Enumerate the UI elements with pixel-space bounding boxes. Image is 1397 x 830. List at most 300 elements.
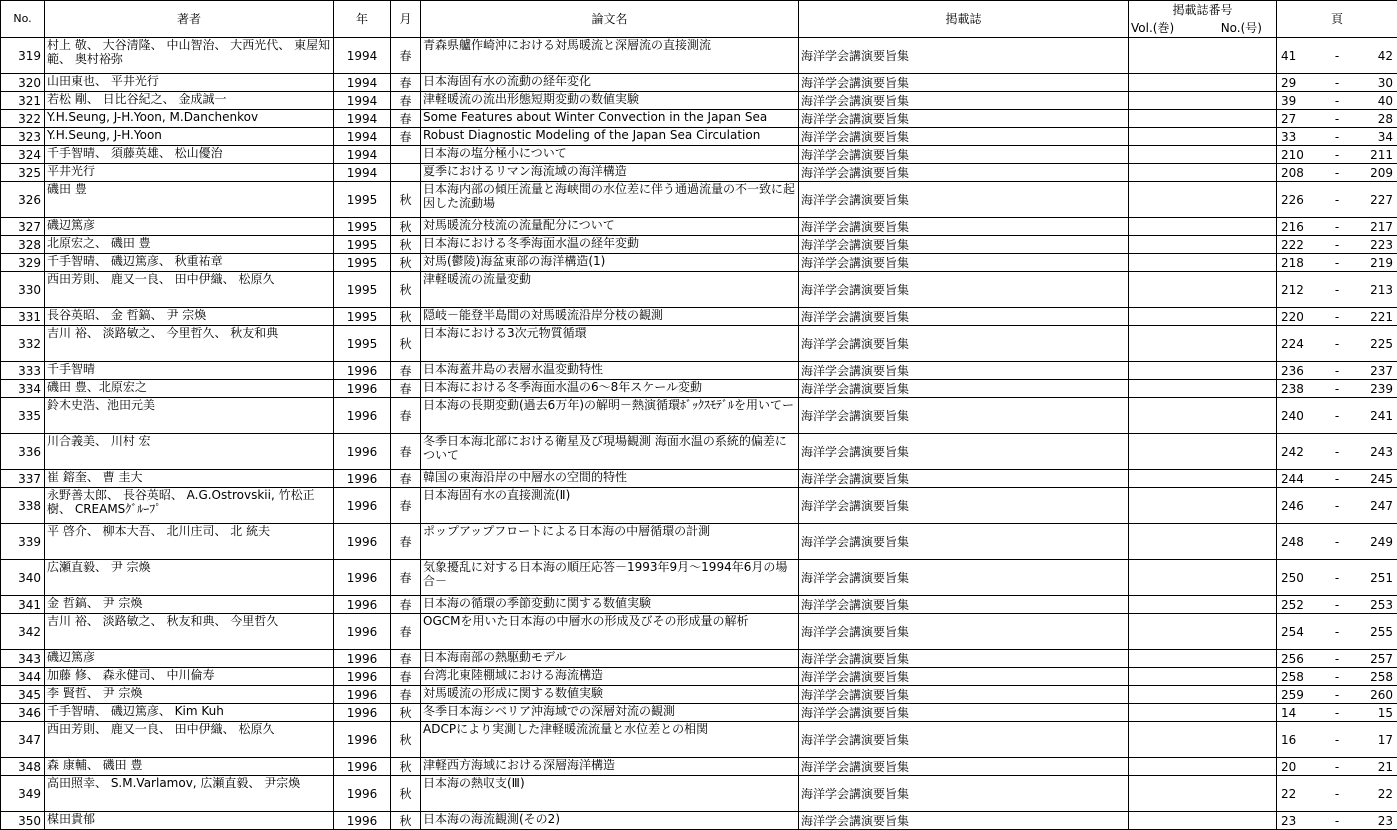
row-pages[interactable] (1277, 488, 1397, 524)
row-no[interactable]: 322 (1, 110, 45, 128)
row-journal[interactable]: 海洋学会講演要旨集 (799, 650, 1129, 668)
row-journal[interactable]: 海洋学会講演要旨集 (799, 182, 1129, 218)
row-pages[interactable] (1277, 110, 1397, 128)
row-issue[interactable] (1129, 812, 1277, 830)
row-no[interactable]: 320 (1, 74, 45, 92)
row-year[interactable]: 1995 (334, 326, 391, 362)
table-row[interactable] (1, 524, 1397, 560)
row-year[interactable]: 1994 (334, 128, 391, 146)
table-row[interactable] (1, 470, 1397, 488)
row-journal[interactable]: 海洋学会講演要旨集 (799, 812, 1129, 830)
row-title[interactable]: 韓国の東海沿岸の中層水の空間的特性 (421, 470, 799, 488)
row-no[interactable]: 340 (1, 560, 45, 596)
row-year[interactable]: 1994 (334, 92, 391, 110)
page-start: 218 (1281, 256, 1304, 270)
row-month[interactable]: 春 (391, 362, 421, 380)
row-author[interactable]: 磯田 豊 (45, 182, 334, 218)
row-author[interactable]: 西田芳則、 鹿又一良、 田中伊織、 松原久 (45, 272, 334, 308)
row-no[interactable]: 343 (1, 650, 45, 668)
row-month[interactable]: 秋 (391, 218, 421, 236)
row-month[interactable]: 秋 (391, 236, 421, 254)
table-row[interactable] (1, 182, 1397, 218)
row-title[interactable]: 日本海における冬季海面水温の経年変動 (421, 236, 799, 254)
row-month[interactable]: 春 (391, 110, 421, 128)
row-pages[interactable] (1277, 254, 1397, 272)
table-row[interactable] (1, 74, 1397, 92)
row-author[interactable]: 千手智晴、 磯辺篤彦、 Kim Kuh (45, 704, 334, 722)
row-title[interactable]: 日本海の循環の季節変動に関する数値実験 (421, 596, 799, 614)
row-year[interactable]: 1994 (334, 164, 391, 182)
row-title[interactable]: 日本海の塩分極小について (421, 146, 799, 164)
row-month[interactable]: 春 (391, 92, 421, 110)
row-issue[interactable] (1129, 398, 1277, 434)
row-author[interactable]: 村上 敬、 大谷清隆、 中山智治、 大西光代、 東屋知範、 奥村裕弥 (45, 38, 334, 74)
row-issue[interactable] (1129, 614, 1277, 650)
row-title[interactable]: Robust Diagnostic Modeling of the Japan Sea Circulation (421, 128, 799, 146)
row-title[interactable]: 日本海における冬季海面水温の6～8年スケール変動 (421, 380, 799, 398)
table-row[interactable] (1, 488, 1397, 524)
row-month[interactable]: 秋 (391, 272, 421, 308)
table-row[interactable] (1, 128, 1397, 146)
row-issue[interactable] (1129, 470, 1277, 488)
row-journal[interactable]: 海洋学会講演要旨集 (799, 722, 1129, 758)
row-title[interactable]: 日本海固有水の流動の経年変化 (421, 74, 799, 92)
row-year[interactable]: 1996 (334, 434, 391, 470)
row-journal[interactable]: 海洋学会講演要旨集 (799, 488, 1129, 524)
row-no[interactable]: 331 (1, 308, 45, 326)
row-year[interactable]: 1994 (334, 38, 391, 74)
table-row[interactable] (1, 812, 1397, 830)
row-journal[interactable]: 海洋学会講演要旨集 (799, 92, 1129, 110)
row-issue[interactable] (1129, 92, 1277, 110)
row-year[interactable]: 1996 (334, 704, 391, 722)
row-journal[interactable]: 海洋学会講演要旨集 (799, 686, 1129, 704)
row-issue[interactable] (1129, 308, 1277, 326)
row-issue[interactable] (1129, 38, 1277, 74)
page-start: 256 (1281, 652, 1304, 666)
header-month[interactable]: 月 (391, 1, 421, 38)
row-no[interactable]: 345 (1, 686, 45, 704)
row-journal[interactable]: 海洋学会講演要旨集 (799, 326, 1129, 362)
row-journal[interactable]: 海洋学会講演要旨集 (799, 38, 1129, 74)
row-journal[interactable]: 海洋学会講演要旨集 (799, 776, 1129, 812)
row-no[interactable]: 333 (1, 362, 45, 380)
row-journal[interactable]: 海洋学会講演要旨集 (799, 614, 1129, 650)
row-pages[interactable] (1277, 128, 1397, 146)
row-title[interactable]: 冬季日本海北部における衛星及び現場観測 海面水温の系統的偏差について (421, 434, 799, 470)
row-journal[interactable]: 海洋学会講演要旨集 (799, 398, 1129, 434)
row-journal[interactable]: 海洋学会講演要旨集 (799, 596, 1129, 614)
row-no[interactable]: 350 (1, 812, 45, 830)
row-author[interactable]: 平 啓介、 柳本大吾、 北川庄司、 北 統夫 (45, 524, 334, 560)
row-author[interactable]: 磯田 豊、北原宏之 (45, 380, 334, 398)
header-pages[interactable]: 頁 (1277, 1, 1397, 38)
row-pages[interactable] (1277, 38, 1397, 74)
row-year[interactable]: 1996 (334, 614, 391, 650)
row-year[interactable]: 1996 (334, 560, 391, 596)
table-row[interactable] (1, 92, 1397, 110)
row-no[interactable]: 319 (1, 38, 45, 74)
row-title[interactable]: 対馬暖流の形成に関する数値実験 (421, 686, 799, 704)
header-no[interactable]: No. (1, 1, 45, 38)
row-pages[interactable] (1277, 434, 1397, 470)
row-year[interactable]: 1996 (334, 488, 391, 524)
row-no[interactable]: 328 (1, 236, 45, 254)
row-year[interactable]: 1996 (334, 596, 391, 614)
row-year[interactable]: 1996 (334, 650, 391, 668)
row-author[interactable]: 平井光行 (45, 164, 334, 182)
row-no[interactable]: 330 (1, 272, 45, 308)
row-month[interactable]: 春 (391, 668, 421, 686)
row-year[interactable]: 1994 (334, 110, 391, 128)
row-author[interactable]: 李 賢哲、 尹 宗煥 (45, 686, 334, 704)
row-year[interactable]: 1996 (334, 362, 391, 380)
row-month[interactable]: 春 (391, 74, 421, 92)
table-row[interactable] (1, 110, 1397, 128)
row-month[interactable]: 春 (391, 560, 421, 596)
row-pages[interactable] (1277, 758, 1397, 776)
row-issue[interactable] (1129, 668, 1277, 686)
row-title[interactable]: 気象擾乱に対する日本海の順圧応答－1993年9月～1994年6月の場合－ (421, 560, 799, 596)
row-year[interactable]: 1996 (334, 380, 391, 398)
row-issue[interactable] (1129, 560, 1277, 596)
row-journal[interactable]: 海洋学会講演要旨集 (799, 272, 1129, 308)
table-row[interactable] (1, 38, 1397, 74)
row-title[interactable]: 津軽暖流の流出形態短期変動の数値実験 (421, 92, 799, 110)
row-month[interactable]: 春 (391, 596, 421, 614)
table-row[interactable] (1, 704, 1397, 722)
row-year[interactable]: 1996 (334, 686, 391, 704)
row-pages[interactable] (1277, 92, 1397, 110)
table-row[interactable] (1, 596, 1397, 614)
row-title[interactable]: 対馬暖流分枝流の流量配分について (421, 218, 799, 236)
row-title[interactable]: 日本海蓋井島の表層水温変動特性 (421, 362, 799, 380)
row-no[interactable]: 342 (1, 614, 45, 650)
row-issue[interactable] (1129, 596, 1277, 614)
row-no[interactable]: 341 (1, 596, 45, 614)
row-issue[interactable] (1129, 236, 1277, 254)
row-no[interactable]: 335 (1, 398, 45, 434)
table-row[interactable] (1, 434, 1397, 470)
header-journal[interactable]: 掲載誌 (799, 1, 1129, 38)
table-row[interactable] (1, 668, 1397, 686)
table-row[interactable] (1, 164, 1397, 182)
row-issue[interactable] (1129, 434, 1277, 470)
row-issue[interactable] (1129, 110, 1277, 128)
row-author[interactable]: 楳田貴郁 (45, 812, 334, 830)
table-row[interactable] (1, 560, 1397, 596)
row-no[interactable]: 329 (1, 254, 45, 272)
row-title[interactable]: ADCPにより実測した津軽暖流流量と水位差との相関 (421, 722, 799, 758)
table-row[interactable] (1, 272, 1397, 308)
row-author[interactable]: 山田東也、 平井光行 (45, 74, 334, 92)
row-pages[interactable] (1277, 272, 1397, 308)
row-journal[interactable]: 海洋学会講演要旨集 (799, 254, 1129, 272)
row-title[interactable]: Some Features about Winter Convection in the Japan Sea (421, 110, 799, 128)
row-pages[interactable] (1277, 236, 1397, 254)
row-no[interactable]: 346 (1, 704, 45, 722)
row-title[interactable]: 日本海南部の熱駆動モデル (421, 650, 799, 668)
row-issue[interactable] (1129, 380, 1277, 398)
row-month[interactable]: 春 (391, 380, 421, 398)
row-title[interactable]: 日本海内部の傾圧流量と海峡間の水位差に伴う通過流量の不一致に起因した流動場 (421, 182, 799, 218)
row-issue[interactable] (1129, 254, 1277, 272)
row-title[interactable]: 日本海の熱収支(Ⅲ) (421, 776, 799, 812)
row-issue[interactable] (1129, 650, 1277, 668)
row-author[interactable]: Y.H.Seung, J-H.Yoon, M.Danchenkov (45, 110, 334, 128)
row-no[interactable]: 334 (1, 380, 45, 398)
row-no[interactable]: 337 (1, 470, 45, 488)
row-month[interactable]: 秋 (391, 722, 421, 758)
row-issue[interactable] (1129, 362, 1277, 380)
row-journal[interactable]: 海洋学会講演要旨集 (799, 146, 1129, 164)
row-issue[interactable] (1129, 758, 1277, 776)
row-month[interactable]: 秋 (391, 758, 421, 776)
row-author[interactable]: 千手智晴、 須藤英雄、 松山優治 (45, 146, 334, 164)
row-month[interactable]: 春 (391, 488, 421, 524)
row-year[interactable]: 1996 (334, 470, 391, 488)
row-pages[interactable] (1277, 182, 1397, 218)
row-month[interactable]: 秋 (391, 704, 421, 722)
row-journal[interactable]: 海洋学会講演要旨集 (799, 236, 1129, 254)
row-issue[interactable] (1129, 776, 1277, 812)
table-row[interactable] (1, 380, 1397, 398)
row-month[interactable]: 春 (391, 524, 421, 560)
row-author[interactable]: 崔 鎔奎、 曹 圭大 (45, 470, 334, 488)
row-month[interactable]: 秋 (391, 812, 421, 830)
row-pages[interactable] (1277, 380, 1397, 398)
row-issue[interactable] (1129, 488, 1277, 524)
row-author[interactable]: 磯辺篤彦 (45, 218, 334, 236)
row-journal[interactable]: 海洋学会講演要旨集 (799, 110, 1129, 128)
row-pages[interactable] (1277, 596, 1397, 614)
row-month[interactable] (391, 164, 421, 182)
table-row[interactable] (1, 758, 1397, 776)
row-author[interactable]: 磯辺篤彦 (45, 650, 334, 668)
page-start: 240 (1281, 409, 1304, 423)
row-title[interactable]: 日本海の海流観測(その2) (421, 812, 799, 830)
row-pages[interactable] (1277, 308, 1397, 326)
row-author[interactable]: 北原宏之、 磯田 豊 (45, 236, 334, 254)
row-month[interactable]: 秋 (391, 776, 421, 812)
row-no[interactable]: 347 (1, 722, 45, 758)
row-issue[interactable] (1129, 218, 1277, 236)
row-pages[interactable] (1277, 704, 1397, 722)
row-issue[interactable] (1129, 326, 1277, 362)
row-title[interactable]: 夏季におけるリマン海流域の海洋構造 (421, 164, 799, 182)
row-journal[interactable]: 海洋学会講演要旨集 (799, 560, 1129, 596)
row-author[interactable]: 金 哲鎬、 尹 宗煥 (45, 596, 334, 614)
row-journal[interactable]: 海洋学会講演要旨集 (799, 524, 1129, 560)
table-row[interactable] (1, 722, 1397, 758)
table-row[interactable] (1, 218, 1397, 236)
row-title[interactable]: 台湾北東陸棚域における海流構造 (421, 668, 799, 686)
row-year[interactable]: 1996 (334, 524, 391, 560)
row-year[interactable]: 1996 (334, 722, 391, 758)
table-row[interactable] (1, 236, 1397, 254)
table-row[interactable] (1, 308, 1397, 326)
row-author[interactable]: 吉川 裕、 淡路敏之、 今里哲久、 秋友和典 (45, 326, 334, 362)
row-journal[interactable]: 海洋学会講演要旨集 (799, 362, 1129, 380)
row-issue[interactable] (1129, 686, 1277, 704)
row-title[interactable]: 日本海の長期変動(過去6万年)の解明－熱演循環ﾎﾞｯｸｽﾓﾃﾞﾙを用いてー (421, 398, 799, 434)
row-title[interactable]: 日本海における3次元物質循環 (421, 326, 799, 362)
row-month[interactable]: 春 (391, 470, 421, 488)
row-month[interactable]: 春 (391, 434, 421, 470)
row-year[interactable]: 1994 (334, 146, 391, 164)
row-author[interactable]: 広瀬直毅、 尹 宗煥 (45, 560, 334, 596)
row-journal[interactable]: 海洋学会講演要旨集 (799, 668, 1129, 686)
table-row[interactable] (1, 398, 1397, 434)
row-no[interactable]: 348 (1, 758, 45, 776)
row-issue[interactable] (1129, 524, 1277, 560)
table-row[interactable] (1, 362, 1397, 380)
row-pages[interactable] (1277, 668, 1397, 686)
row-no[interactable]: 349 (1, 776, 45, 812)
table-row[interactable] (1, 650, 1397, 668)
row-title[interactable]: 冬季日本海シベリア沖海域での深層対流の観測 (421, 704, 799, 722)
row-journal[interactable]: 海洋学会講演要旨集 (799, 758, 1129, 776)
row-year[interactable]: 1995 (334, 254, 391, 272)
row-no[interactable]: 325 (1, 164, 45, 182)
row-pages[interactable] (1277, 398, 1397, 434)
row-month[interactable]: 秋 (391, 326, 421, 362)
row-journal[interactable]: 海洋学会講演要旨集 (799, 74, 1129, 92)
row-year[interactable]: 1995 (334, 218, 391, 236)
row-year[interactable]: 1996 (334, 668, 391, 686)
table-row[interactable] (1, 146, 1397, 164)
row-no[interactable]: 344 (1, 668, 45, 686)
table-row[interactable] (1, 776, 1397, 812)
row-pages[interactable] (1277, 524, 1397, 560)
row-journal[interactable]: 海洋学会講演要旨集 (799, 434, 1129, 470)
header-issue[interactable] (1129, 1, 1277, 38)
row-issue[interactable] (1129, 146, 1277, 164)
row-title[interactable]: 津軽暖流の流量変動 (421, 272, 799, 308)
row-journal[interactable]: 海洋学会講演要旨集 (799, 470, 1129, 488)
row-month[interactable]: 春 (391, 614, 421, 650)
row-year[interactable]: 1996 (334, 758, 391, 776)
row-year[interactable]: 1996 (334, 776, 391, 812)
page-dash: - (1335, 688, 1339, 702)
header-title[interactable]: 論文名 (421, 1, 799, 38)
row-no[interactable]: 338 (1, 488, 45, 524)
row-author[interactable]: 加藤 修、 森永健司、 中川倫寿 (45, 668, 334, 686)
row-pages[interactable] (1277, 164, 1397, 182)
row-author[interactable]: 永野善太郎、 長谷英昭、 A.G.Ostrovskii, 竹松正樹、 CREAMSｸﾞﾙｰﾌﾟ (45, 488, 334, 524)
row-issue[interactable] (1129, 722, 1277, 758)
row-month[interactable]: 春 (391, 128, 421, 146)
row-issue[interactable] (1129, 164, 1277, 182)
row-author[interactable]: 西田芳則、 鹿又一良、 田中伊織、 松原久 (45, 722, 334, 758)
row-issue[interactable] (1129, 704, 1277, 722)
row-title[interactable]: OGCMを用いた日本海の中層水の形成及びその形成量の解析 (421, 614, 799, 650)
row-journal[interactable]: 海洋学会講演要旨集 (799, 128, 1129, 146)
row-title[interactable]: 対馬(鬱陵)海盆東部の海洋構造(1) (421, 254, 799, 272)
row-month[interactable]: 春 (391, 650, 421, 668)
row-month[interactable]: 秋 (391, 308, 421, 326)
row-author[interactable]: 鈴木史浩、池田元美 (45, 398, 334, 434)
header-year[interactable]: 年 (334, 1, 391, 38)
row-pages[interactable] (1277, 650, 1397, 668)
row-year[interactable]: 1995 (334, 236, 391, 254)
row-author[interactable]: 千手智晴 (45, 362, 334, 380)
table-row[interactable] (1, 686, 1397, 704)
row-pages[interactable] (1277, 686, 1397, 704)
row-no[interactable]: 332 (1, 326, 45, 362)
row-author[interactable]: 川合義美、 川村 宏 (45, 434, 334, 470)
row-year[interactable]: 1995 (334, 308, 391, 326)
row-issue[interactable] (1129, 128, 1277, 146)
row-no[interactable]: 326 (1, 182, 45, 218)
row-issue[interactable] (1129, 182, 1277, 218)
row-author[interactable]: 長谷英昭、 金 哲鎬、 尹 宗煥 (45, 308, 334, 326)
row-title[interactable]: 隠岐－能登半島間の対馬暖流沿岸分枝の観測 (421, 308, 799, 326)
row-author[interactable]: 若松 剛、 日比谷紀之、 金成誠一 (45, 92, 334, 110)
header-author[interactable]: 著者 (45, 1, 334, 38)
row-issue[interactable] (1129, 74, 1277, 92)
row-year[interactable]: 1996 (334, 398, 391, 434)
row-journal[interactable]: 海洋学会講演要旨集 (799, 218, 1129, 236)
row-no[interactable]: 321 (1, 92, 45, 110)
row-no[interactable]: 323 (1, 128, 45, 146)
row-month[interactable] (391, 146, 421, 164)
row-pages[interactable] (1277, 722, 1397, 758)
row-pages[interactable] (1277, 362, 1397, 380)
row-issue[interactable] (1129, 272, 1277, 308)
row-no[interactable]: 339 (1, 524, 45, 560)
table-row[interactable] (1, 326, 1397, 362)
row-year[interactable]: 1995 (334, 182, 391, 218)
row-journal[interactable]: 海洋学会講演要旨集 (799, 380, 1129, 398)
row-title[interactable]: 津軽西方海域における深層海洋構造 (421, 758, 799, 776)
table-row[interactable] (1, 614, 1397, 650)
row-month[interactable]: 秋 (391, 254, 421, 272)
row-author[interactable]: 森 康輔、 磯田 豊 (45, 758, 334, 776)
row-pages[interactable] (1277, 776, 1397, 812)
row-journal[interactable]: 海洋学会講演要旨集 (799, 308, 1129, 326)
row-journal[interactable]: 海洋学会講演要旨集 (799, 704, 1129, 722)
row-journal[interactable]: 海洋学会講演要旨集 (799, 164, 1129, 182)
row-year[interactable]: 1996 (334, 812, 391, 830)
row-no[interactable]: 336 (1, 434, 45, 470)
row-month[interactable]: 秋 (391, 182, 421, 218)
row-pages[interactable] (1277, 74, 1397, 92)
row-pages[interactable] (1277, 614, 1397, 650)
row-pages[interactable] (1277, 560, 1397, 596)
row-pages[interactable] (1277, 218, 1397, 236)
row-title[interactable]: 日本海固有水の直接測流(Ⅱ) (421, 488, 799, 524)
row-no[interactable]: 324 (1, 146, 45, 164)
row-pages[interactable] (1277, 146, 1397, 164)
table-row[interactable] (1, 254, 1397, 272)
row-year[interactable]: 1994 (334, 74, 391, 92)
row-month[interactable]: 春 (391, 686, 421, 704)
row-author[interactable]: 高田照幸、 S.M.Varlamov, 広瀬直毅、 尹宗煥 (45, 776, 334, 812)
row-month[interactable]: 春 (391, 398, 421, 434)
row-pages[interactable] (1277, 470, 1397, 488)
row-month[interactable]: 春 (391, 38, 421, 74)
row-no[interactable]: 327 (1, 218, 45, 236)
row-pages[interactable] (1277, 812, 1397, 830)
row-title[interactable]: ポップアップフロートによる日本海の中層循環の計測 (421, 524, 799, 560)
row-pages[interactable] (1277, 326, 1397, 362)
row-author[interactable]: Y.H.Seung, J-H.Yoon (45, 128, 334, 146)
row-title[interactable]: 青森県艫作崎沖における対馬暖流と深層流の直接測流 (421, 38, 799, 74)
row-year[interactable]: 1995 (334, 272, 391, 308)
row-author[interactable]: 千手智晴、 磯辺篤彦、 秋重祐章 (45, 254, 334, 272)
row-author[interactable]: 吉川 裕、 淡路敏之、 秋友和典、 今里哲久 (45, 614, 334, 650)
